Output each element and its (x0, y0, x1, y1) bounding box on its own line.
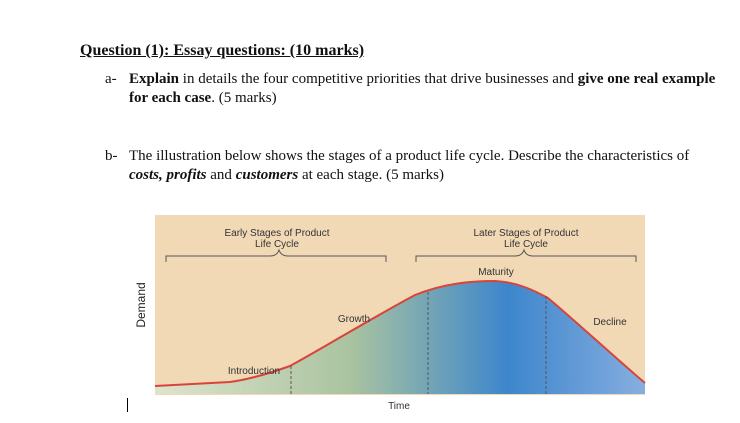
later-stages-label-line1: Later Stages of Product (473, 228, 579, 239)
part-a-marker: a- (105, 71, 117, 87)
later-stages-label-line2: Life Cycle (504, 239, 548, 250)
part-b-marker: b- (105, 148, 118, 164)
part-a-bold-text: give one real example for each case (129, 71, 716, 106)
part-b-text-1: The illustration below shows the stages of a product life cycle. Describe the characteristics of (129, 148, 690, 164)
stage-label-growth: Growth (337, 314, 371, 325)
x-axis-label: Time (388, 401, 410, 412)
text-cursor (127, 398, 128, 412)
part-a-lead: Explain (129, 71, 180, 87)
early-stages-label-line2: Life Cycle (255, 239, 299, 250)
question-title: Question (1): Essay questions: (10 marks) (80, 42, 365, 59)
early-stages-label-line1: Early Stages of Product (224, 228, 330, 239)
part-b-mid: and (206, 167, 236, 183)
part-a-text-1: in details the four competitive priorities that drive businesses and (179, 71, 578, 87)
stage-label-maturity: Maturity (478, 267, 514, 278)
y-axis-label: Demand (134, 282, 148, 328)
stage-label-introduction: Introduction (227, 366, 281, 377)
part-b-emphasis-1: costs, profits (129, 167, 207, 183)
part-b-text-2: at each stage. (5 marks) (298, 167, 444, 183)
part-a-text-2: . (5 marks) (211, 90, 277, 106)
stage-label-decline: Decline (593, 317, 627, 328)
part-b-emphasis-2: customers (235, 167, 299, 183)
